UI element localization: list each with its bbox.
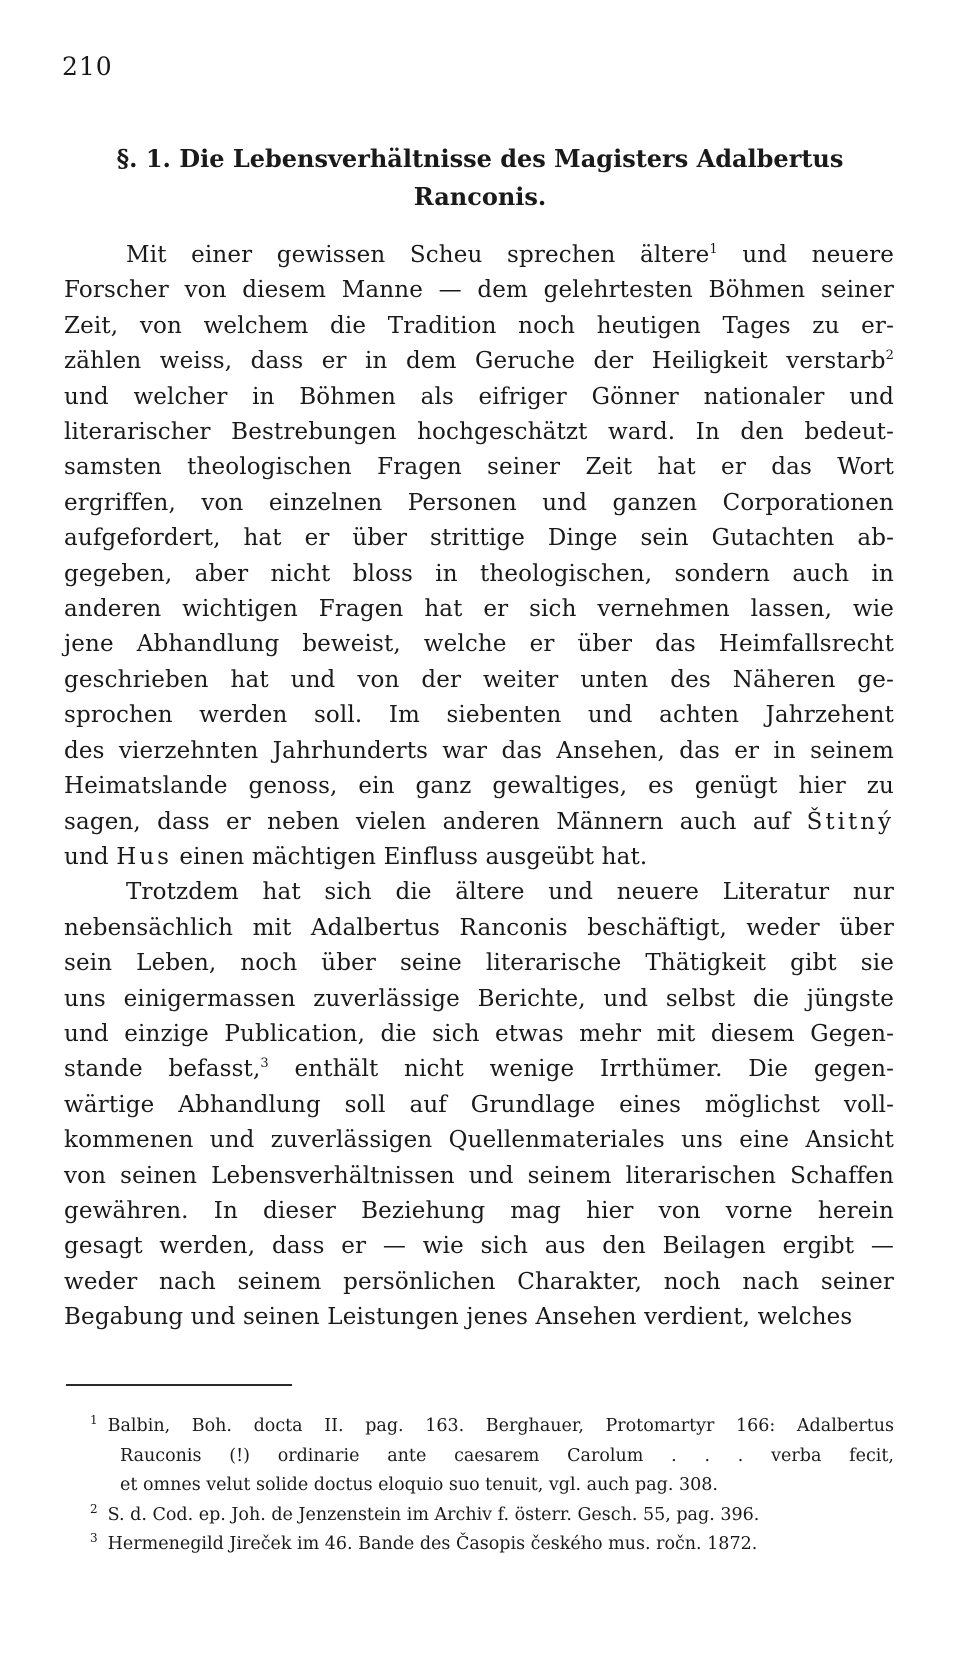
text-line bbox=[64, 1194, 894, 1229]
text-line bbox=[64, 840, 894, 875]
text-segment: und neuere bbox=[717, 242, 895, 268]
text-line bbox=[64, 1017, 894, 1052]
text-line bbox=[64, 273, 894, 308]
footnote-text: Rauconis (!) ordinarie ante caesarem Carolum . . . verba fecit, bbox=[120, 1445, 894, 1466]
text-segment: und welcher in Böhmen als eifriger Gönner nationaler und bbox=[64, 383, 894, 410]
footnote-reference[interactable]: 2 bbox=[885, 348, 894, 364]
text-line bbox=[64, 309, 894, 344]
text-line bbox=[64, 982, 894, 1017]
text-line bbox=[64, 521, 894, 556]
footnote-line bbox=[64, 1501, 894, 1531]
text-segment: und einzige Publication, die sich etwas mehr mit diesem Gegen- bbox=[64, 1020, 894, 1047]
footnote-text: S. d. Cod. ep. Joh. de Jenzenstein im Archiv f. österr. Gesch. 55, pag. 396. bbox=[107, 1504, 760, 1525]
footnote-line bbox=[64, 1442, 894, 1472]
text-line bbox=[64, 592, 894, 627]
text-segment: sagen, dass er neben vielen anderen Männern auch auf bbox=[64, 808, 807, 835]
text-line bbox=[64, 1159, 894, 1194]
text-line bbox=[64, 380, 894, 415]
text-segment: von seinen Lebensverhältnissen und seinem literarischen Schaffen bbox=[64, 1162, 894, 1189]
text-segment: Zeit, von welchem die Tradition noch heutigen Tages zu er- bbox=[64, 312, 894, 339]
footnote-text: et omnes velut solide doctus eloquio suo tenuit, vgl. auch pag. 308. bbox=[120, 1475, 718, 1495]
text-line bbox=[64, 557, 894, 592]
section-title-line-2: Ranconis. bbox=[413, 182, 547, 211]
text-segment: gewähren. In dieser Beziehung mag hier von vorne herein bbox=[64, 1197, 894, 1224]
footnote-reference[interactable]: 3 bbox=[260, 1056, 269, 1072]
text-line bbox=[64, 698, 894, 733]
footnote-line bbox=[64, 1471, 894, 1501]
text-line bbox=[64, 1088, 894, 1123]
footnote-text: Balbin, Boh. docta II. pag. 163. Berghauer, Protomartyr 166: Adalbertus bbox=[107, 1416, 894, 1436]
text-segment: aufgefordert, hat er über strittige Dinge sein Gutachten ab- bbox=[64, 525, 894, 552]
page-number: 210 bbox=[62, 52, 113, 81]
paragraph-1 bbox=[64, 238, 894, 875]
text-segment: sein Leben, noch über seine literarische Thätigkeit gibt sie bbox=[64, 950, 894, 977]
text-segment: und bbox=[64, 843, 117, 870]
text-line bbox=[64, 238, 894, 273]
text-line bbox=[64, 663, 894, 698]
footnote-text: Hermenegild Jireček im 46. Bande des Časopis českého mus. ročn. 1872. bbox=[107, 1534, 758, 1554]
text-segment: uns einigermassen zuverlässige Berichte, und selbst die jüngste bbox=[64, 985, 894, 1012]
text-line bbox=[64, 344, 894, 379]
footnote-divider bbox=[66, 1384, 292, 1386]
text-line bbox=[64, 769, 894, 804]
footnote-line bbox=[64, 1530, 894, 1560]
text-segment: Heimatslande genoss, ein ganz gewaltiges, es genügt hier zu bbox=[64, 773, 894, 800]
footnote-mark: 3 bbox=[90, 1531, 98, 1545]
section-title bbox=[60, 140, 900, 216]
text-segment: des vierzehnten Jahrhunderts war das Ansehen, das er in seinem bbox=[64, 737, 894, 764]
text-line bbox=[64, 1123, 894, 1158]
text-segment: literarischer Bestrebungen hochgeschätzt ward. In den bedeut- bbox=[64, 419, 894, 446]
footnote-line bbox=[64, 1412, 894, 1442]
text-segment: geschrieben hat und von der weiter unten des Näheren ge- bbox=[64, 666, 894, 693]
text-line bbox=[64, 1052, 894, 1087]
text-line bbox=[64, 450, 894, 485]
text-line bbox=[64, 1265, 894, 1300]
text-segment: zählen weiss, dass er in dem Geruche der Heiligkeit verstarb bbox=[64, 348, 886, 375]
text-segment: einen mächtigen Einfluss ausgeübt hat. bbox=[171, 843, 648, 870]
text-segment: Begabung und seinen Leistungen jenes Ansehen verdient, welches bbox=[64, 1304, 853, 1331]
text-segment: stande befasst, bbox=[64, 1056, 261, 1083]
section-title-line-1: §. 1. Die Lebensverhältnisse des Magisters Adalbertus bbox=[116, 144, 844, 173]
text-segment: jene Abhandlung beweist, welche er über das Heimfallsrecht bbox=[64, 631, 894, 658]
text-line bbox=[64, 486, 894, 521]
text-line bbox=[64, 1229, 894, 1264]
text-line bbox=[64, 627, 894, 662]
text-segment: gegeben, aber nicht bloss in theologischen, sondern auch in bbox=[64, 560, 894, 587]
text-line bbox=[64, 734, 894, 769]
text-segment: wärtige Abhandlung soll auf Grundlage eines möglichst voll- bbox=[64, 1091, 894, 1118]
text-segment: nebensächlich mit Adalbertus Ranconis beschäftigt, weder über bbox=[64, 914, 894, 941]
footnotes bbox=[64, 1412, 894, 1560]
text-line bbox=[64, 805, 894, 840]
footnote-reference[interactable]: 1 bbox=[709, 242, 718, 257]
text-segment: samsten theologischen Fragen seiner Zeit hat er das Wort bbox=[64, 454, 894, 481]
paragraph-2 bbox=[64, 875, 894, 1335]
text-segment: kommenen und zuverlässigen Quellenmateriales uns eine Ansicht bbox=[64, 1127, 894, 1154]
text-segment: weder nach seinem persönlichen Charakter, noch nach seiner bbox=[64, 1268, 894, 1295]
text-segment: anderen wichtigen Fragen hat er sich vernehmen lassen, wie bbox=[64, 596, 894, 623]
text-segment: Mit einer gewissen Scheu sprechen ältere bbox=[126, 242, 710, 268]
text-segment: gesagt werden, dass er — wie sich aus den Beilagen ergibt — bbox=[64, 1233, 894, 1260]
text-line bbox=[64, 1300, 894, 1335]
text-segment: ergriffen, von einzelnen Personen und ganzen Corporationen bbox=[64, 489, 894, 516]
text-line bbox=[64, 415, 894, 450]
footnote-mark: 2 bbox=[90, 1501, 98, 1516]
footnote-mark: 1 bbox=[90, 1413, 98, 1427]
text-line bbox=[64, 946, 894, 981]
text-segment: Forscher von diesem Manne — dem gelehrtesten Böhmen seiner bbox=[64, 277, 894, 304]
text-line bbox=[64, 875, 894, 910]
text-segment: sprochen werden soll. Im siebenten und achten Jahrzehent bbox=[64, 702, 894, 729]
body-text bbox=[64, 238, 894, 1336]
text-segment: enthält nicht wenige Irrthümer. Die gegen- bbox=[268, 1056, 895, 1083]
text-line bbox=[64, 911, 894, 946]
spaced-name: Hus bbox=[116, 843, 172, 870]
spaced-name: Štitný bbox=[806, 808, 894, 835]
text-segment: Trotzdem hat sich die ältere und neuere Literatur nur bbox=[126, 879, 894, 906]
